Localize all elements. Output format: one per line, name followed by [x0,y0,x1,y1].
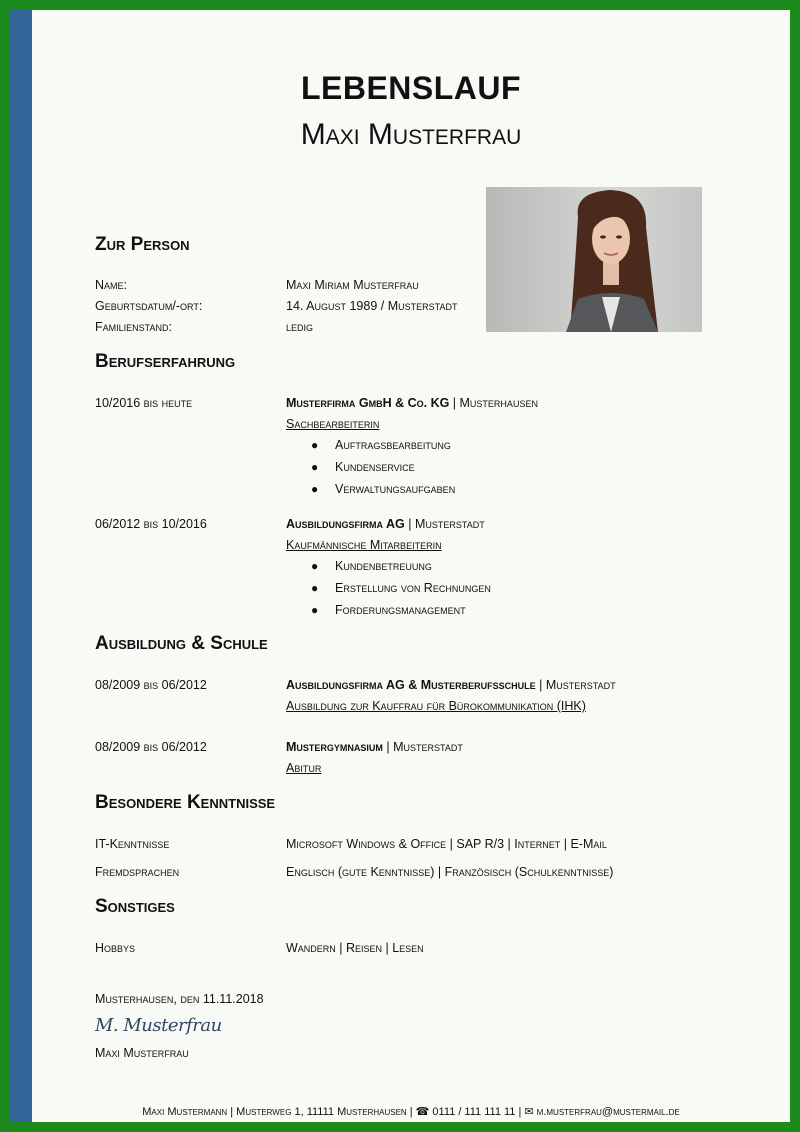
employer-location: | Musterstadt [404,517,485,531]
education-institution [286,678,616,692]
value-name: Maxi Miriam Musterfrau [286,278,419,292]
value-it-skills: Microsoft Windows & Office | SAP R/3 | Internet | E-Mail [286,837,607,851]
employer-location: | Musterhausen [449,396,538,410]
cv-page [10,10,790,1122]
section-heading-person: Zur Person [95,234,190,255]
task-item: Verwaltungsaufgaben [335,482,456,496]
task-item: Kundenservice [335,460,415,474]
institution-name: Mustergymnasium [286,740,383,754]
bullet-icon: ● [311,559,319,573]
place-date: Musterhausen, den 11.11.2018 [95,992,264,1006]
section-heading-education: Ausbildung & Schule [95,633,268,654]
section-heading-misc: Sonstiges [95,896,175,917]
label-it-skills: IT-Kenntnisse [95,837,170,851]
task-item: Forderungsmanagement [335,603,466,617]
institution-name: Ausbildungsfirma AG & Musterberufsschule [286,678,536,692]
experience-period: 06/2012 bis 10/2016 [95,517,207,531]
applicant-photo [486,187,702,332]
value-birth: 14. August 1989 / Musterstadt [286,299,458,313]
institution-location: | Musterstadt [382,740,463,754]
document-title: LEBENSLAUF [300,70,522,106]
label-languages: Fremdsprachen [95,865,180,879]
education-degree: Ausbildung zur Kauffrau für Bürokommunikation (IHK) [286,699,586,713]
education-period: 08/2009 bis 06/2012 [95,740,207,754]
experience-employer [286,517,485,531]
bullet-icon: ● [311,581,319,595]
label-marital-status: Familienstand: [95,320,172,334]
accent-sidebar [10,10,32,1122]
task-item: Auftragsbearbeitung [335,438,451,452]
label-hobbies: Hobbys [95,941,136,955]
section-heading-experience: Berufserfahrung [95,351,236,372]
bullet-icon: ● [311,438,319,452]
institution-location: | Musterstadt [535,678,616,692]
label-name: Name: [95,278,128,292]
contact-footer: Maxi Mustermann | Musterweg 1, 11111 Musterhausen | ☎ 0111 / 111 111 11 | ✉ m.musterfrau@mustermail.de [142,1106,680,1118]
bullet-icon: ● [311,482,319,496]
printed-name: Maxi Musterfrau [95,1046,189,1060]
task-item: Erstellung von Rechnungen [335,581,491,595]
label-birth: Geburtsdatum/-ort: [95,299,203,313]
bullet-icon: ● [311,603,319,617]
section-heading-skills: Besondere Kenntnisse [95,792,276,813]
value-hobbies: Wandern | Reisen | Lesen [286,941,424,955]
value-languages: Englisch (gute Kenntnisse) | Französisch (Schulkenntnisse) [286,865,614,879]
employer-name: Ausbildungsfirma AG [286,517,405,531]
value-marital-status: ledig [286,320,314,334]
handwritten-signature: M. Musterfrau [95,1015,222,1036]
task-item: Kundenbetreuung [335,559,432,573]
education-institution [286,740,463,754]
education-period: 08/2009 bis 06/2012 [95,678,207,692]
employer-name: Musterfirma GmbH & Co. KG [286,396,450,410]
experience-employer [286,396,538,410]
experience-period: 10/2016 bis heute [95,396,193,410]
education-degree: Abitur [286,761,322,775]
experience-role: Sachbearbeiterin [286,417,380,431]
bullet-icon: ● [311,460,319,474]
applicant-name-heading: Maxi Musterfrau [300,118,522,151]
experience-role: Kaufmännische Mitarbeiterin [286,538,442,552]
